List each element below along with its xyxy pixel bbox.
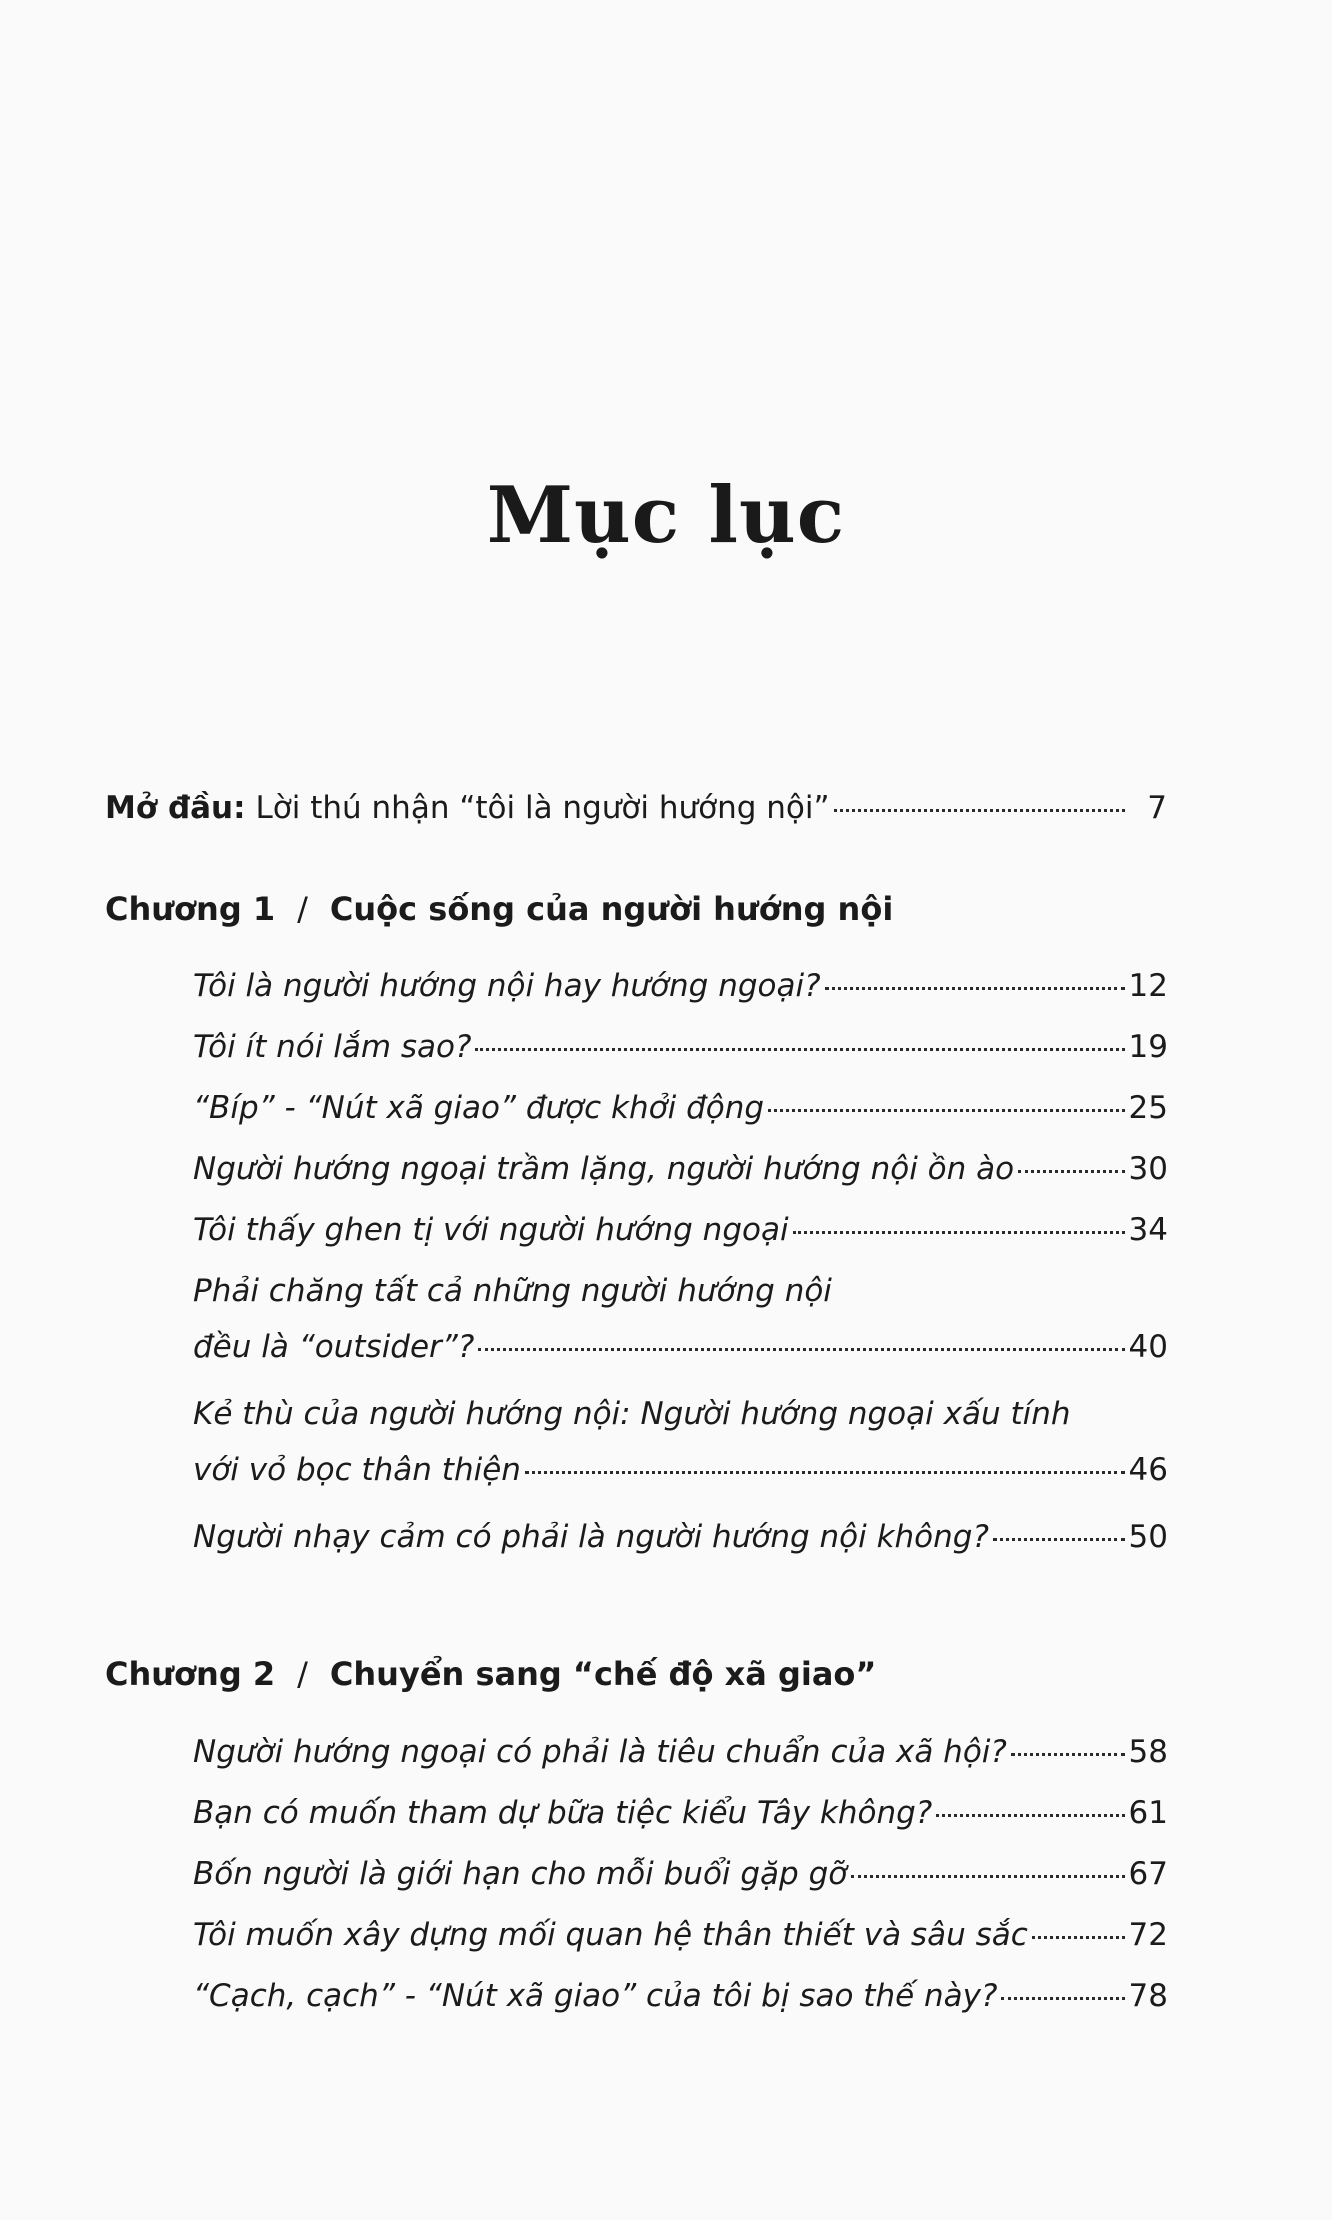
toc-entry[interactable] bbox=[193, 1212, 1168, 1273]
page-number: 7 bbox=[1147, 790, 1167, 826]
page-number: 25 bbox=[1128, 1090, 1168, 1126]
prelude-text: Lời thú nhận “tôi là người hướng nội” bbox=[255, 790, 830, 826]
chapter-title: Chuyển sang “chế độ xã giao” bbox=[329, 1655, 877, 1693]
page-number: 58 bbox=[1128, 1734, 1168, 1770]
page-number: 67 bbox=[1128, 1856, 1168, 1892]
dot-leader bbox=[525, 1471, 1125, 1474]
dot-leader bbox=[834, 809, 1125, 812]
toc-entry[interactable] bbox=[193, 1090, 1168, 1151]
entry-title: Tôi thấy ghen tị với người hướng ngoại bbox=[193, 1212, 789, 1248]
chapter-1-entries bbox=[193, 968, 1168, 1580]
page-title: Mục lục bbox=[486, 470, 846, 561]
page-number: 50 bbox=[1128, 1519, 1168, 1555]
dot-leader bbox=[793, 1231, 1125, 1234]
page-number: 72 bbox=[1128, 1917, 1168, 1953]
dot-leader bbox=[1001, 1997, 1124, 2000]
chapter-2-heading[interactable] bbox=[105, 1655, 1185, 1693]
page-number: 46 bbox=[1128, 1452, 1168, 1488]
chapter-1-heading[interactable] bbox=[105, 890, 1185, 928]
dot-leader bbox=[825, 987, 1125, 990]
entry-title: “Cạch, cạch” - “Nút xã giao” của tôi bị sao thế này? bbox=[193, 1978, 998, 2014]
toc-entry[interactable] bbox=[193, 1856, 1168, 1917]
dot-leader bbox=[993, 1538, 1125, 1541]
entry-title-line-1: Kẻ thù của người hướng nội: Người hướng ngoại xấu tính bbox=[193, 1396, 1071, 1432]
toc-entry[interactable] bbox=[193, 1151, 1168, 1212]
dot-leader bbox=[1032, 1936, 1125, 1939]
chapter-slash: / bbox=[297, 890, 308, 928]
toc-entry[interactable] bbox=[193, 1029, 1168, 1090]
entry-title: Tôi ít nói lắm sao? bbox=[193, 1029, 472, 1065]
entry-title: Bạn có muốn tham dự bữa tiệc kiểu Tây không? bbox=[193, 1795, 933, 1831]
prelude-lead: Mở đầu: bbox=[105, 790, 246, 826]
toc-entry[interactable] bbox=[193, 1519, 1168, 1580]
entry-title-line-2: với vỏ bọc thân thiện bbox=[193, 1452, 521, 1488]
toc-entry-prelude[interactable] bbox=[105, 790, 1167, 826]
chapter-2-entries bbox=[193, 1734, 1168, 2039]
entry-title: Tôi muốn xây dựng mối quan hệ thân thiết và sâu sắc bbox=[193, 1917, 1028, 1953]
entry-title: Người hướng ngoại có phải là tiêu chuẩn của xã hội? bbox=[193, 1734, 1007, 1770]
entry-title: Tôi là người hướng nội hay hướng ngoại? bbox=[193, 968, 821, 1004]
dot-leader bbox=[768, 1109, 1125, 1112]
entry-title: “Bíp” - “Nút xã giao” được khởi động bbox=[193, 1090, 765, 1126]
dot-leader bbox=[936, 1814, 1124, 1817]
entry-title: Bốn người là giới hạn cho mỗi buổi gặp gỡ bbox=[193, 1856, 848, 1892]
entry-title: Người hướng ngoại trầm lặng, người hướng nội ồn ào bbox=[193, 1151, 1015, 1187]
chapter-label: Chương 1 bbox=[105, 890, 276, 928]
page-number: 30 bbox=[1128, 1151, 1168, 1187]
chapter-slash: / bbox=[297, 1655, 308, 1693]
page-number: 34 bbox=[1128, 1212, 1168, 1248]
dot-leader bbox=[851, 1875, 1124, 1878]
toc-entry[interactable] bbox=[193, 1273, 1168, 1385]
entry-title: Người nhạy cảm có phải là người hướng nội không? bbox=[193, 1519, 989, 1555]
toc-entry[interactable] bbox=[193, 1917, 1168, 1978]
page-number: 61 bbox=[1128, 1795, 1168, 1831]
toc-entry[interactable] bbox=[193, 968, 1168, 1029]
page-number: 78 bbox=[1128, 1978, 1168, 2014]
toc-entry[interactable] bbox=[193, 1396, 1168, 1508]
page-number: 40 bbox=[1128, 1329, 1168, 1365]
dot-leader bbox=[478, 1348, 1124, 1351]
page-number: 12 bbox=[1128, 968, 1168, 1004]
page-number: 19 bbox=[1128, 1029, 1168, 1065]
dot-leader bbox=[1011, 1753, 1125, 1756]
toc-entry[interactable] bbox=[193, 1978, 1168, 2039]
dot-leader bbox=[475, 1048, 1124, 1051]
toc-entry[interactable] bbox=[193, 1795, 1168, 1856]
dot-leader bbox=[1018, 1170, 1124, 1173]
chapter-title: Cuộc sống của người hướng nội bbox=[329, 890, 894, 928]
entry-title-line-2: đều là “outsider”? bbox=[193, 1329, 475, 1365]
chapter-label: Chương 2 bbox=[105, 1655, 276, 1693]
entry-title-line-1: Phải chăng tất cả những người hướng nội bbox=[193, 1273, 832, 1309]
toc-entry[interactable] bbox=[193, 1734, 1168, 1795]
